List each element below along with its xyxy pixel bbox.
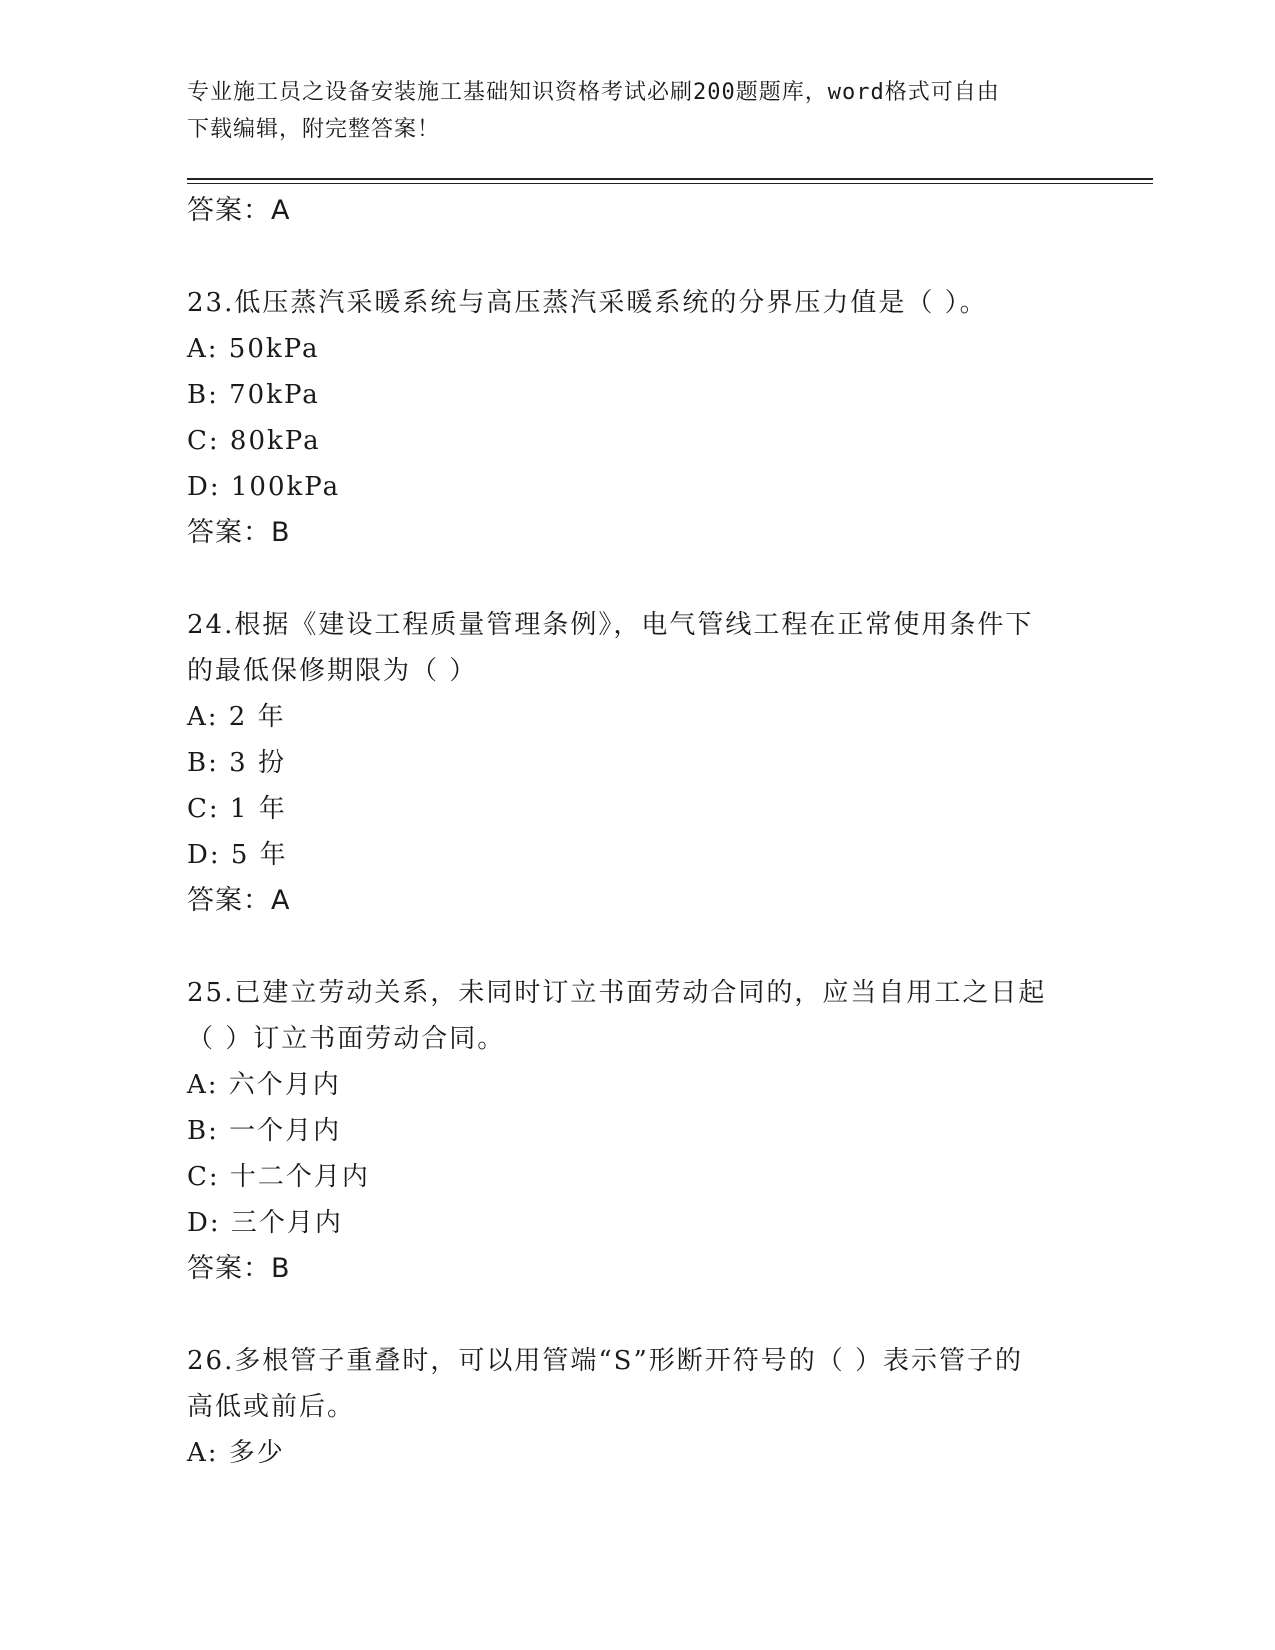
- option-a: A: 六个月内: [187, 1070, 341, 1100]
- option-b: B: 3 扮: [187, 748, 286, 778]
- previous-answer: 答案：A: [187, 195, 291, 226]
- option-b: B: 70kPa: [187, 380, 320, 410]
- header-line-2: 下载编辑，附完整答案！: [187, 117, 441, 142]
- question-25: [187, 970, 1087, 1292]
- option-a: A: 50kPa: [187, 334, 320, 364]
- option-a: A: 2 年: [187, 702, 286, 732]
- header-line-1: 专业施工员之设备安装施工基础知识资格考试必刷200题题库，word格式可自由: [187, 80, 1000, 105]
- option-d: D: 100kPa: [187, 472, 341, 502]
- option-c: C: 80kPa: [187, 426, 321, 456]
- option-a: A: 多少: [187, 1438, 285, 1468]
- option-d: D: 5 年: [187, 840, 288, 870]
- option-c: C: 十二个月内: [187, 1162, 370, 1192]
- option-d: D: 三个月内: [187, 1208, 343, 1238]
- question-text-continued: 的最低保修期限为（ ）: [187, 656, 478, 686]
- question-text-continued: （ ）订立书面劳动合同。: [187, 1024, 506, 1054]
- answer: 答案：B: [187, 517, 291, 548]
- option-c: C: 1 年: [187, 794, 287, 824]
- answer: 答案：B: [187, 1253, 291, 1284]
- question-list: [187, 188, 1087, 1476]
- question-26: [187, 1338, 1087, 1476]
- question-text: 23.低压蒸汽采暖系统与高压蒸汽采暖系统的分界压力值是（ ）。: [187, 288, 988, 318]
- answer: 答案：A: [187, 885, 291, 916]
- option-b: B: 一个月内: [187, 1116, 342, 1146]
- question-text: 25.已建立劳动关系，未同时订立书面劳动合同的，应当自用工之日起: [187, 978, 1047, 1008]
- header-divider-thin: [187, 183, 1153, 184]
- question-text: 24.根据《建设工程质量管理条例》，电气管线工程在正常使用条件下: [187, 610, 1034, 640]
- question-text: 26.多根管子重叠时，可以用管端“S”形断开符号的（ ）表示管子的: [187, 1346, 1024, 1376]
- question-23: [187, 280, 1087, 556]
- question-24: [187, 602, 1087, 924]
- question-text-continued: 高低或前后。: [187, 1392, 356, 1422]
- header-divider-thick: [187, 178, 1153, 180]
- document-header: [187, 74, 1087, 148]
